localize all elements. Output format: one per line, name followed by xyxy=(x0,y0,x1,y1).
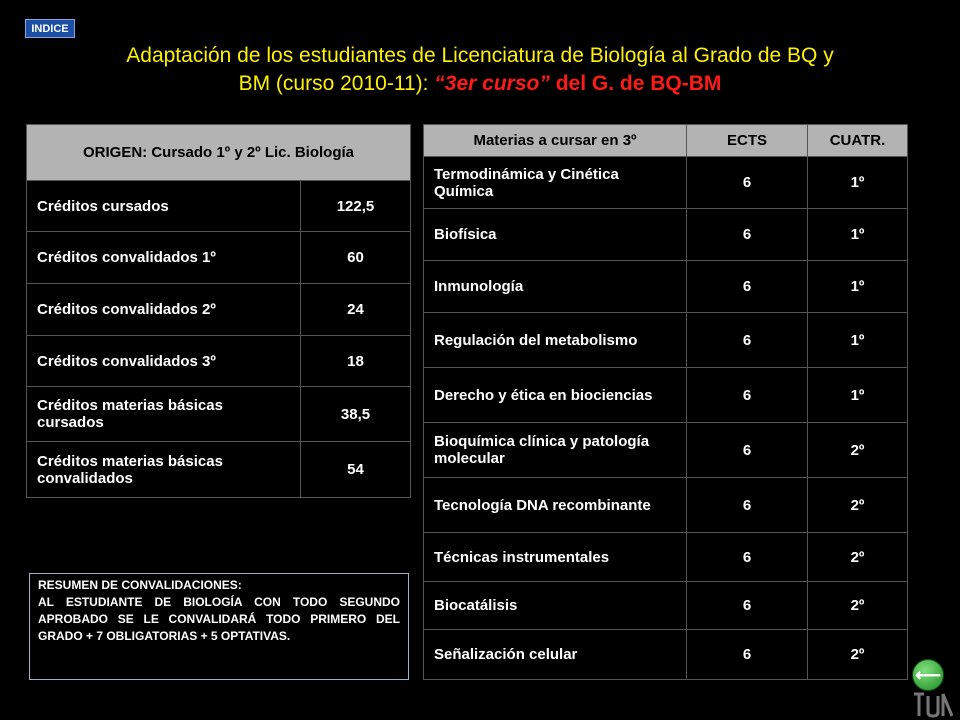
title-quote: “3er curso” xyxy=(434,72,550,95)
materia-cuatr: 1º xyxy=(808,157,908,209)
origen-value: 24 xyxy=(301,284,411,336)
materias-header-ects: ECTS xyxy=(687,125,808,157)
indice-button[interactable]: INDICE xyxy=(25,19,75,38)
materia-name: Señalización celular xyxy=(424,630,687,680)
table-row xyxy=(424,261,908,313)
materia-cuatr: 2º xyxy=(808,582,908,630)
materia-ects: 6 xyxy=(687,368,808,423)
title-suffix: del G. de BQ-BM xyxy=(555,72,722,95)
resumen-heading: RESUMEN DE CONVALIDACIONES: xyxy=(38,578,242,592)
origen-table xyxy=(26,124,411,498)
origen-label: Créditos convalidados 2º xyxy=(27,284,301,336)
materia-ects: 6 xyxy=(687,261,808,313)
materia-name: Bioquímica clínica y patología molecular xyxy=(424,423,687,478)
origen-value: 60 xyxy=(301,232,411,284)
table-row xyxy=(424,478,908,533)
materia-name: Biofísica xyxy=(424,209,687,261)
materia-ects: 6 xyxy=(687,209,808,261)
title-line-1: Adaptación de los estudiantes de Licenciatura de Biología al Grado de BQ y xyxy=(126,44,834,67)
materia-cuatr: 2º xyxy=(808,478,908,533)
materia-ects: 6 xyxy=(687,423,808,478)
table-row xyxy=(424,157,908,209)
page-title xyxy=(40,42,920,98)
materia-ects: 6 xyxy=(687,313,808,368)
table-row xyxy=(27,232,411,284)
origen-value: 122,5 xyxy=(301,181,411,232)
materia-name: Biocatálisis xyxy=(424,582,687,630)
materia-name: Tecnología DNA recombinante xyxy=(424,478,687,533)
materias-header-cuatr: CUATR. xyxy=(808,125,908,157)
materia-cuatr: 1º xyxy=(808,313,908,368)
materias-header-name: Materias a cursar en 3º xyxy=(424,125,687,157)
resumen-box xyxy=(29,573,409,680)
materia-ects: 6 xyxy=(687,533,808,582)
materia-name: Técnicas instrumentales xyxy=(424,533,687,582)
materia-ects: 6 xyxy=(687,582,808,630)
materia-name: Regulación del metabolismo xyxy=(424,313,687,368)
table-row xyxy=(424,582,908,630)
materia-ects: 6 xyxy=(687,478,808,533)
table-row xyxy=(27,387,411,442)
materia-ects: 6 xyxy=(687,630,808,680)
materias-table xyxy=(423,124,908,680)
table-row xyxy=(424,423,908,478)
materia-cuatr: 1º xyxy=(808,209,908,261)
materia-cuatr: 2º xyxy=(808,630,908,680)
origen-value: 18 xyxy=(301,336,411,387)
table-row xyxy=(424,209,908,261)
table-row xyxy=(27,336,411,387)
home-icon[interactable] xyxy=(910,688,954,718)
materia-cuatr: 2º xyxy=(808,533,908,582)
title-highlight xyxy=(434,72,721,95)
origen-label: Créditos materias básicas convalidados xyxy=(27,442,301,498)
origen-label: Créditos convalidados 1º xyxy=(27,232,301,284)
materia-cuatr: 2º xyxy=(808,423,908,478)
table-row xyxy=(424,630,908,680)
origen-label: Créditos cursados xyxy=(27,181,301,232)
back-arrow-icon[interactable]: ⟵ xyxy=(912,659,944,691)
title-line-2 xyxy=(40,70,920,98)
materia-name: Derecho y ética en biociencias xyxy=(424,368,687,423)
origen-value: 38,5 xyxy=(301,387,411,442)
table-row xyxy=(424,368,908,423)
table-row xyxy=(27,442,411,498)
origen-label: Créditos materias básicas cursados xyxy=(27,387,301,442)
table-row xyxy=(27,181,411,232)
materia-cuatr: 1º xyxy=(808,261,908,313)
origen-value: 54 xyxy=(301,442,411,498)
origen-header: ORIGEN: Cursado 1º y 2º Lic. Biología xyxy=(27,125,411,181)
table-row xyxy=(27,284,411,336)
table-row xyxy=(424,533,908,582)
materia-ects: 6 xyxy=(687,157,808,209)
resumen-text: AL ESTUDIANTE DE BIOLOGÍA CON TODO SEGUNDO APROBADO SE LE CONVALIDARÁ TODO PRIMERO DEL GRADO + 7 OBLIGATORIAS + 5 OPTATIVAS. xyxy=(38,595,400,643)
materia-name: Termodinámica y Cinética Química xyxy=(424,157,687,209)
origen-label: Créditos convalidados 3º xyxy=(27,336,301,387)
table-row xyxy=(424,313,908,368)
title-line-2-prefix: BM (curso 2010-11): xyxy=(238,72,429,95)
materia-cuatr: 1º xyxy=(808,368,908,423)
materia-name: Inmunología xyxy=(424,261,687,313)
